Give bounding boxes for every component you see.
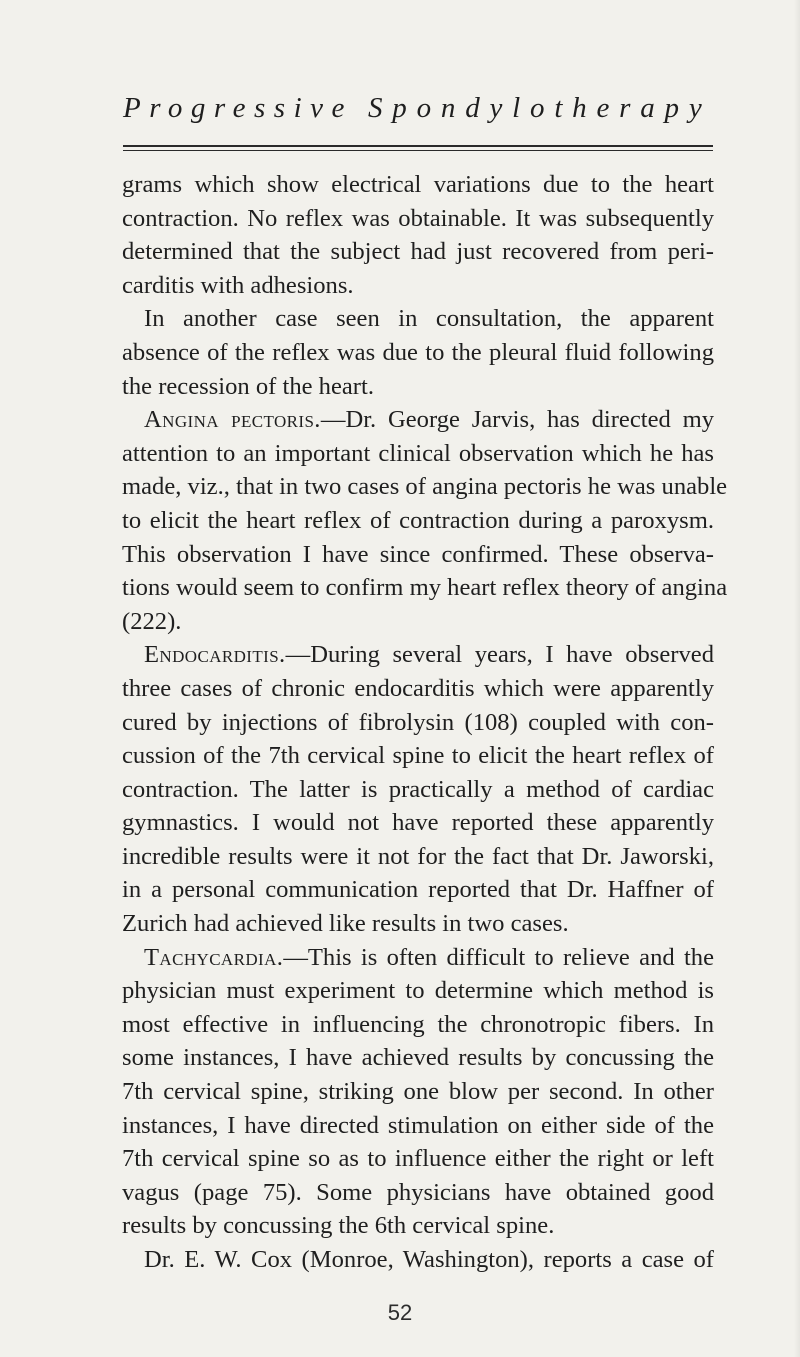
text-line: cured by injections of fibrolysin (108) coupled with con-: [122, 708, 714, 736]
text-line: Dr. E. W. Cox (Monroe, Washington), reports a case of: [144, 1246, 714, 1273]
text-line: Zurich had achieved like results in two cases.: [122, 910, 569, 938]
text-line-with-heading: [122, 638, 714, 672]
body-text: [122, 168, 728, 1277]
text-line: contraction. The latter is practically a method of cardiac: [122, 775, 714, 803]
section-heading-endocarditis: Endocarditis.: [144, 641, 286, 669]
text-line-content: —This is often difficult to relieve and the: [283, 943, 714, 971]
page-number: 52: [387, 1300, 413, 1325]
text-line: vagus (page 75). Some physicians have obtained good: [122, 1178, 714, 1206]
text-line: gymnastics. I would not have reported these apparently: [122, 809, 714, 837]
text-line: (222).: [122, 607, 182, 635]
text-line: most effective in influencing the chronotropic fibers. In: [122, 1010, 714, 1038]
text-line: carditis with adhesions.: [122, 271, 354, 299]
text-line: physician must experiment to determine which method is: [122, 977, 714, 1005]
header-rule-thin: [123, 150, 713, 151]
text-line: made, viz., that in two cases of angina pectoris he was unable: [122, 473, 728, 501]
text-line: three cases of chronic endocarditis which were apparently: [122, 674, 714, 702]
text-line: some instances, I have achieved results by concussing the: [122, 1044, 714, 1072]
text-line: incredible results were it not for the fact that Dr. Jaworski,: [122, 842, 714, 870]
text-line: 7th cervical spine, striking one blow per second. In other: [122, 1078, 714, 1106]
text-line: grams which show electrical variations due to the heart: [122, 171, 714, 198]
text-line: In another case seen in consultation, the apparent: [144, 305, 714, 333]
page-edge-shadow: [794, 0, 800, 1357]
text-line: determined that the subject had just recovered from peri-: [122, 238, 714, 266]
text-line: This observation I have since confirmed. These observa-: [122, 540, 714, 568]
section-heading-angina: Angina pectoris.: [144, 406, 321, 434]
text-line: to elicit the heart reflex of contraction during a paroxysm.: [122, 506, 714, 534]
header-rule-thick: [123, 145, 713, 147]
running-head: [123, 92, 713, 128]
text-line: attention to an important clinical observation which he has: [122, 439, 714, 467]
section-heading-tachycardia: Tachycardia.: [144, 943, 284, 971]
text-line: cussion of the 7th cervical spine to elicit the heart reflex of: [122, 742, 714, 770]
text-line: in a personal communication reported that Dr. Haffner of: [122, 876, 714, 904]
text-line: the recession of the heart.: [122, 372, 374, 400]
running-head-left: Progressive: [123, 92, 353, 124]
text-line-with-heading: [122, 941, 714, 975]
text-line-content: —Dr. George Jarvis, has directed my: [320, 406, 714, 434]
text-line: absence of the reflex was due to the pleural fluid following: [122, 338, 714, 366]
text-line: instances, I have directed stimulation on either side of the: [122, 1111, 714, 1139]
text-line: 7th cervical spine so as to influence either the right or left: [122, 1145, 714, 1173]
text-line-with-heading: [122, 403, 714, 437]
text-line-content: —During several years, I have observed: [285, 641, 714, 669]
text-line: contraction. No reflex was obtainable. It was subsequently: [122, 204, 714, 232]
text-line: results by concussing the 6th cervical spine.: [122, 1212, 555, 1240]
text-line: tions would seem to confirm my heart reflex theory of angina: [122, 574, 728, 602]
running-head-right: Spondylotherapy: [368, 92, 712, 124]
